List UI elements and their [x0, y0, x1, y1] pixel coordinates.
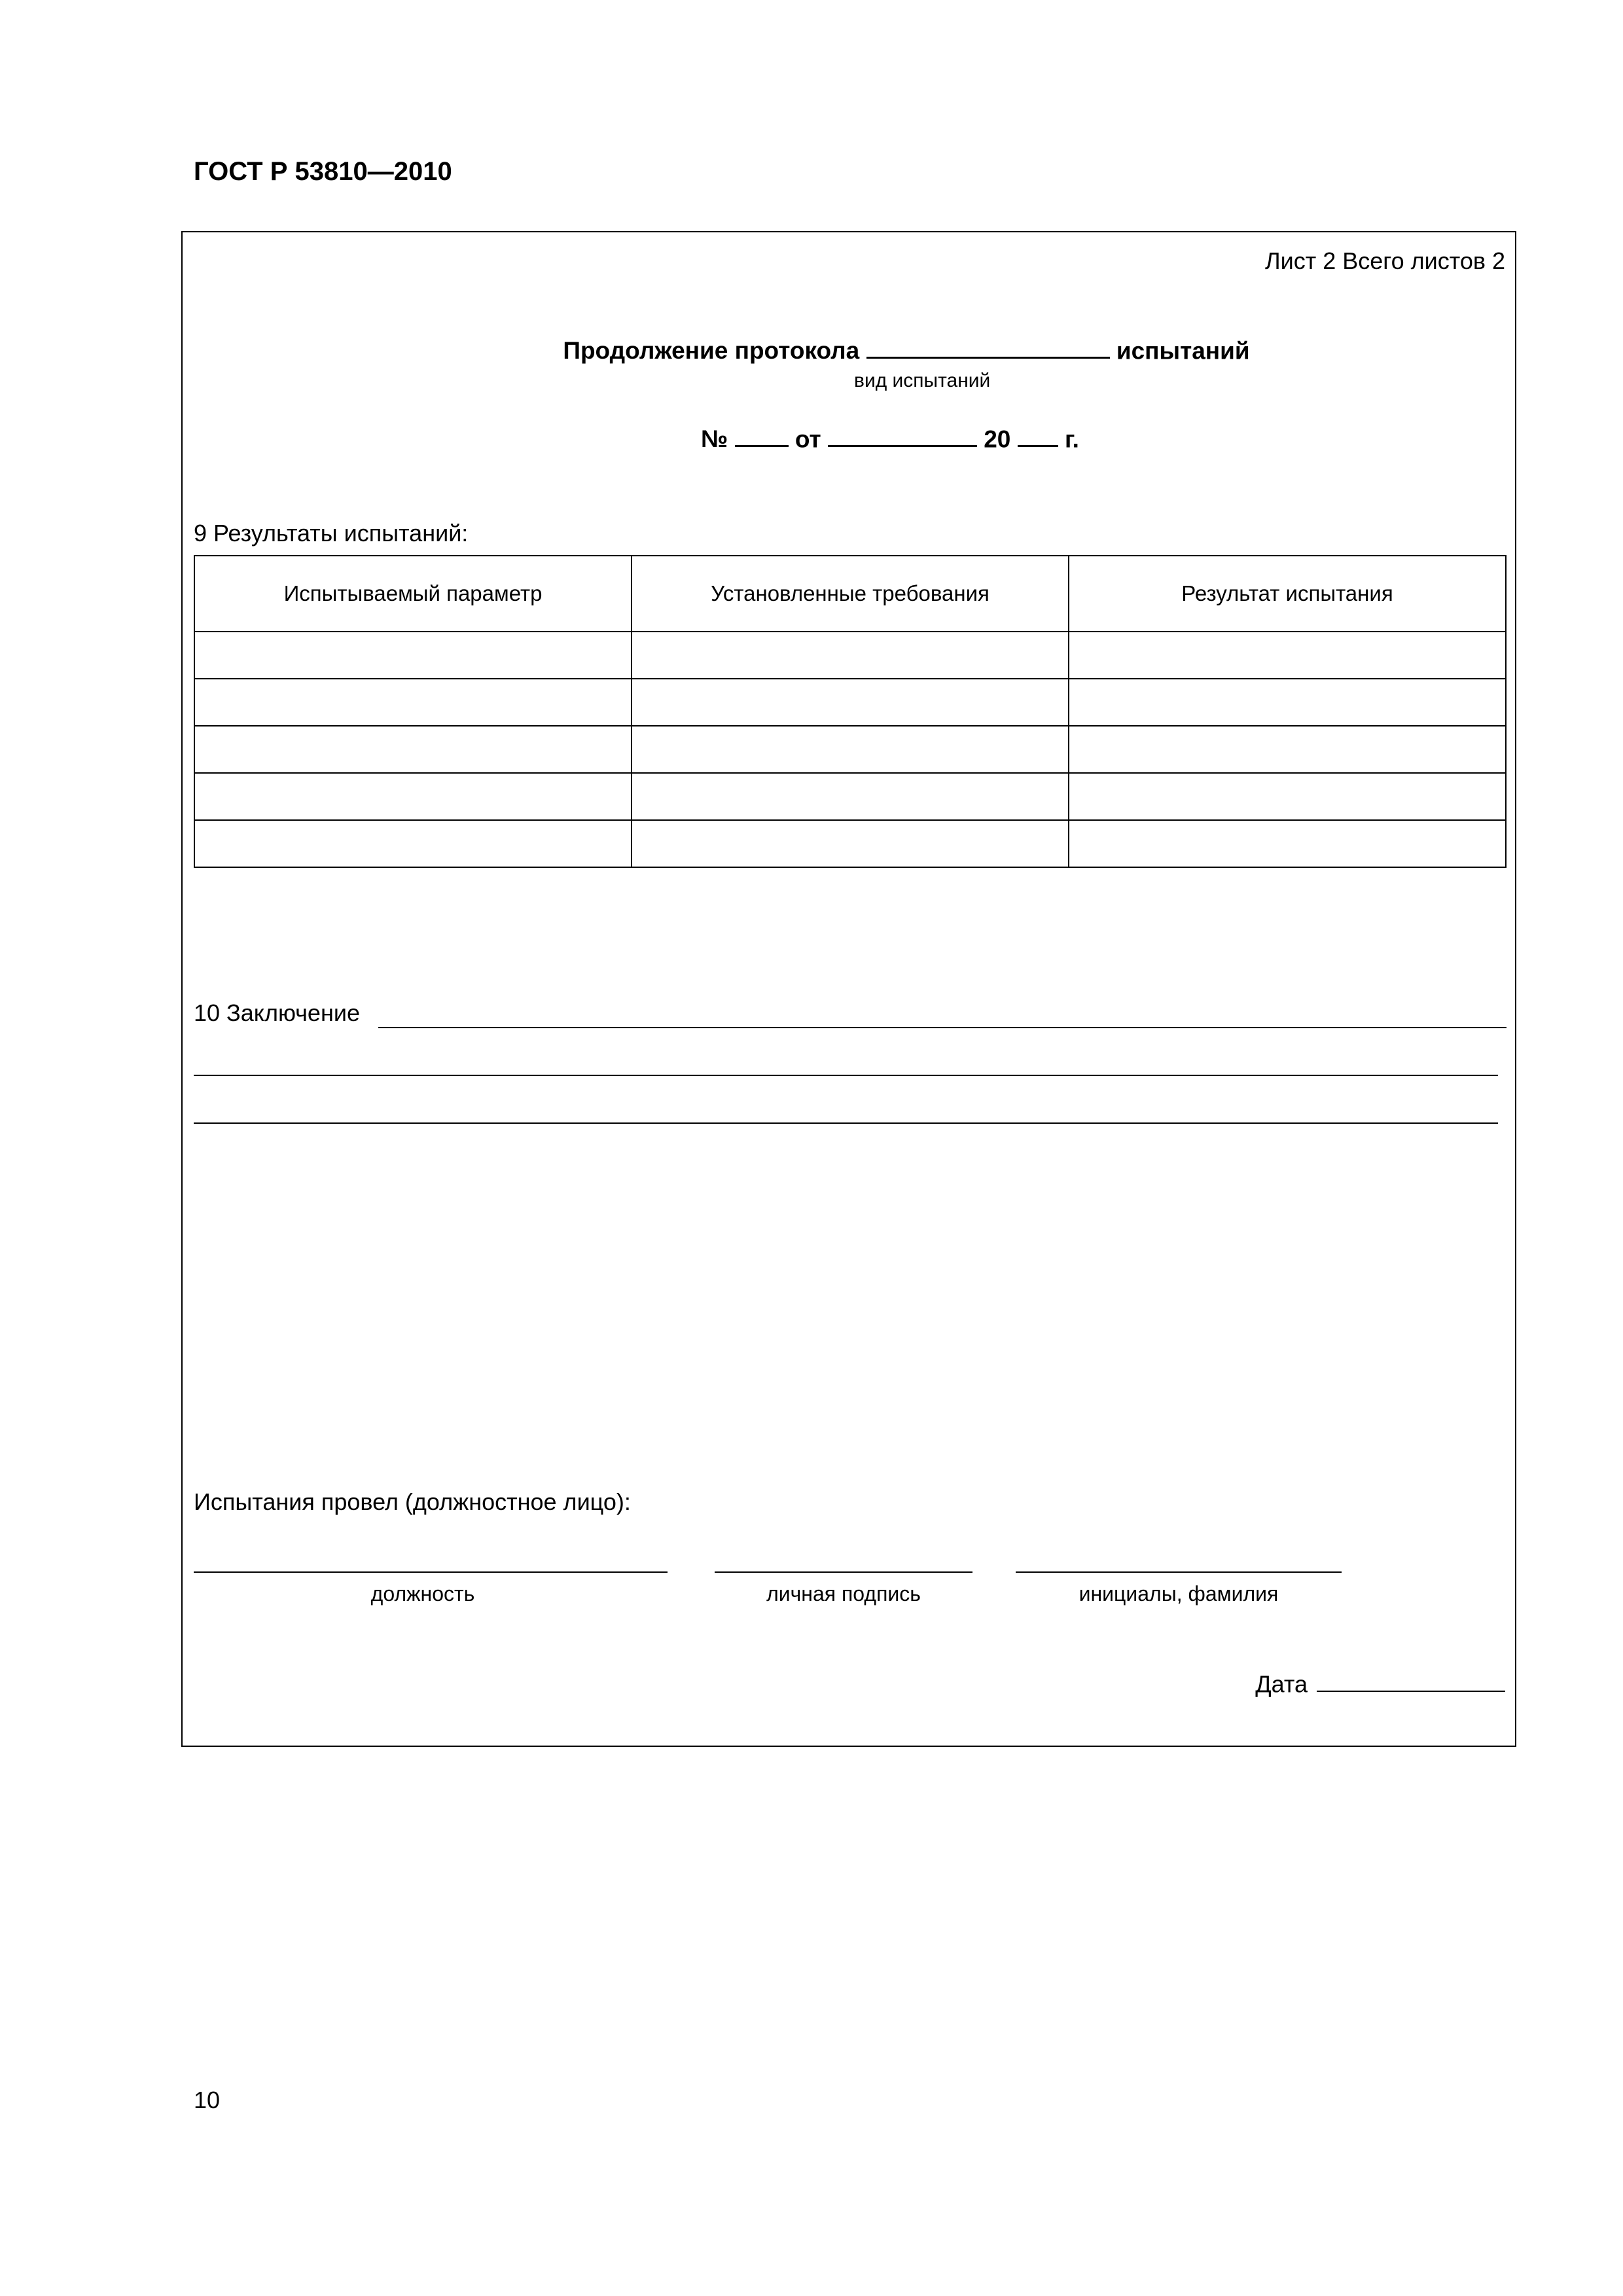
table-cell[interactable]	[1069, 679, 1506, 726]
date-line[interactable]	[1317, 1670, 1505, 1692]
table-cell[interactable]	[632, 726, 1069, 773]
section-10-title: 10 Заключение	[194, 999, 360, 1026]
conclusion-line[interactable]	[194, 1122, 1498, 1124]
column-header-result: Результат испытания	[1069, 556, 1506, 632]
table-cell[interactable]	[632, 773, 1069, 820]
conclusion-line[interactable]	[194, 1075, 1498, 1076]
number-sign: №	[701, 425, 728, 453]
table-cell[interactable]	[1069, 726, 1506, 773]
name-caption: инициалы, фамилия	[1079, 1582, 1279, 1605]
test-type-blank	[866, 335, 1110, 359]
number-blank	[735, 423, 789, 447]
table-cell[interactable]	[632, 679, 1069, 726]
table-row	[194, 632, 1506, 679]
table-cell[interactable]	[1069, 632, 1506, 679]
tested-by-label: Испытания провел (должностное лицо):	[194, 1488, 631, 1515]
standard-header: ГОСТ Р 53810—2010	[194, 157, 452, 186]
protocol-number-line	[0, 423, 1623, 453]
signature-caption: личная подпись	[766, 1582, 921, 1605]
column-header-requirements: Установленные требования	[632, 556, 1069, 632]
table-cell[interactable]	[194, 726, 632, 773]
title-prefix: Продолжение протокола	[563, 337, 860, 365]
sheet-info: Лист 2 Всего листов 2	[1264, 247, 1505, 274]
year-suffix: г.	[1064, 425, 1079, 453]
date-blank	[828, 423, 977, 447]
year-prefix: 20	[984, 425, 1011, 453]
table-cell[interactable]	[1069, 820, 1506, 867]
table-row	[194, 679, 1506, 726]
protocol-title	[0, 335, 1623, 365]
column-header-parameter: Испытываемый параметр	[194, 556, 632, 632]
name-line[interactable]	[1016, 1571, 1342, 1573]
conclusion-line[interactable]	[378, 1027, 1507, 1028]
title-suffix: испытаний	[1116, 337, 1250, 365]
table-row	[194, 726, 1506, 773]
date-label: Дата	[1255, 1670, 1308, 1698]
table-cell[interactable]	[194, 632, 632, 679]
signature-line[interactable]	[715, 1571, 972, 1573]
section-9-title: 9 Результаты испытаний:	[194, 520, 469, 547]
table-cell[interactable]	[194, 773, 632, 820]
number-from: от	[794, 425, 821, 453]
test-type-caption: вид испытаний	[854, 370, 991, 391]
table-cell[interactable]	[632, 820, 1069, 867]
table-cell[interactable]	[632, 632, 1069, 679]
table-cell[interactable]	[194, 679, 632, 726]
table-cell[interactable]	[1069, 773, 1506, 820]
table-row	[194, 773, 1506, 820]
date-field	[1255, 1670, 1505, 1698]
position-line[interactable]	[194, 1571, 668, 1573]
page-number: 10	[194, 2087, 221, 2113]
table-row	[194, 820, 1506, 867]
results-table-header	[194, 556, 1506, 632]
table-cell[interactable]	[194, 820, 632, 867]
year-blank	[1018, 423, 1058, 447]
protocol-form-frame	[181, 231, 1516, 1747]
position-caption: должность	[370, 1582, 475, 1605]
results-table	[194, 555, 1507, 868]
